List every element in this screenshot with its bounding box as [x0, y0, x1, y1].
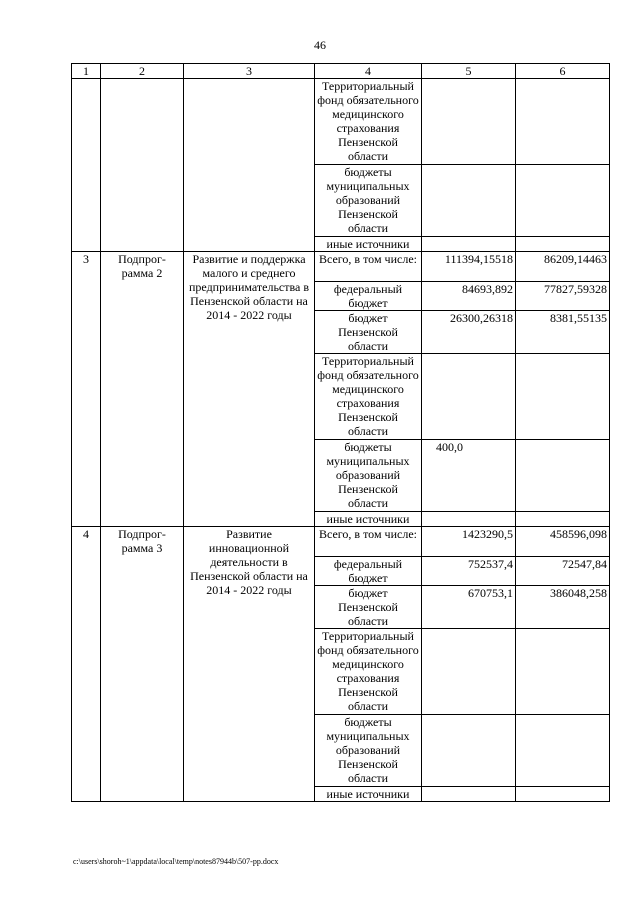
source-label: бюджеты муниципальных образований Пензенской области [315, 165, 422, 237]
value-col5 [422, 787, 516, 802]
value-col5 [422, 354, 516, 440]
table-header-row [72, 64, 610, 79]
column-header: 6 [516, 64, 610, 79]
source-label: федеральный бюджет [315, 282, 422, 311]
name-cell: Развитие и поддержка малого и среднего предпринимательства в Пензенской области на 2014 - 2022 годы [184, 252, 315, 527]
source-label: федеральный бюджет [315, 557, 422, 586]
name-cell: Развитие инновационной деятельности в Пензенской области на 2014 - 2022 годы [184, 527, 315, 802]
column-header: 5 [422, 64, 516, 79]
source-label: иные источники [315, 787, 422, 802]
budget-table [71, 63, 610, 802]
source-label: иные источники [315, 237, 422, 252]
table-row [72, 527, 610, 557]
value-col6: 8381,55135 [516, 311, 610, 354]
value-col5: 400,0 [422, 440, 516, 512]
source-label: бюджеты муниципальных образований Пензенской области [315, 440, 422, 512]
column-header: 4 [315, 64, 422, 79]
value-col6: 458596,098 [516, 527, 610, 557]
type-cell [101, 79, 184, 252]
table-row [72, 252, 610, 282]
value-col6 [516, 715, 610, 787]
value-col6 [516, 354, 610, 440]
value-col5: 26300,26318 [422, 311, 516, 354]
value-col5: 1423290,5 [422, 527, 516, 557]
column-header: 1 [72, 64, 101, 79]
source-label: Территориальный фонд обязательного медицинского страхования Пензенской области [315, 354, 422, 440]
source-label: Территориальный фонд обязательного медицинского страхования Пензенской области [315, 629, 422, 715]
value-col6: 386048,258 [516, 586, 610, 629]
value-col5: 752537,4 [422, 557, 516, 586]
value-col6 [516, 512, 610, 527]
value-col6 [516, 787, 610, 802]
num-cell [72, 79, 101, 252]
source-label: бюджет Пензенской области [315, 586, 422, 629]
value-col5: 670753,1 [422, 586, 516, 629]
value-col5: 111394,15518 [422, 252, 516, 282]
column-header: 2 [101, 64, 184, 79]
footer-file-path: c:\users\shoroh~1\appdata\local\temp\notes87944b\507-pp.docx [73, 857, 279, 866]
value-col5 [422, 165, 516, 237]
table-row [72, 79, 610, 165]
name-cell [184, 79, 315, 252]
value-col6: 77827,59328 [516, 282, 610, 311]
value-col5 [422, 512, 516, 527]
value-col6 [516, 237, 610, 252]
source-label: бюджеты муниципальных образований Пензенской области [315, 715, 422, 787]
value-col6 [516, 79, 610, 165]
source-label: Всего, в том числе: [315, 252, 422, 282]
value-col5 [422, 629, 516, 715]
value-col6 [516, 629, 610, 715]
source-label: иные источники [315, 512, 422, 527]
num-cell: 3 [72, 252, 101, 527]
value-col5 [422, 237, 516, 252]
value-col6 [516, 165, 610, 237]
num-cell: 4 [72, 527, 101, 802]
column-header: 3 [184, 64, 315, 79]
value-col6: 86209,14463 [516, 252, 610, 282]
source-label: бюджет Пензенской области [315, 311, 422, 354]
source-label: Всего, в том числе: [315, 527, 422, 557]
value-col5 [422, 79, 516, 165]
value-col6: 72547,84 [516, 557, 610, 586]
type-cell: Подпрог-рамма 2 [101, 252, 184, 527]
source-label: Территориальный фонд обязательного медицинского страхования Пензенской области [315, 79, 422, 165]
value-col5 [422, 715, 516, 787]
value-col6 [516, 440, 610, 512]
page-number: 46 [314, 38, 326, 52]
value-col5: 84693,892 [422, 282, 516, 311]
type-cell: Подпрог-рамма 3 [101, 527, 184, 802]
